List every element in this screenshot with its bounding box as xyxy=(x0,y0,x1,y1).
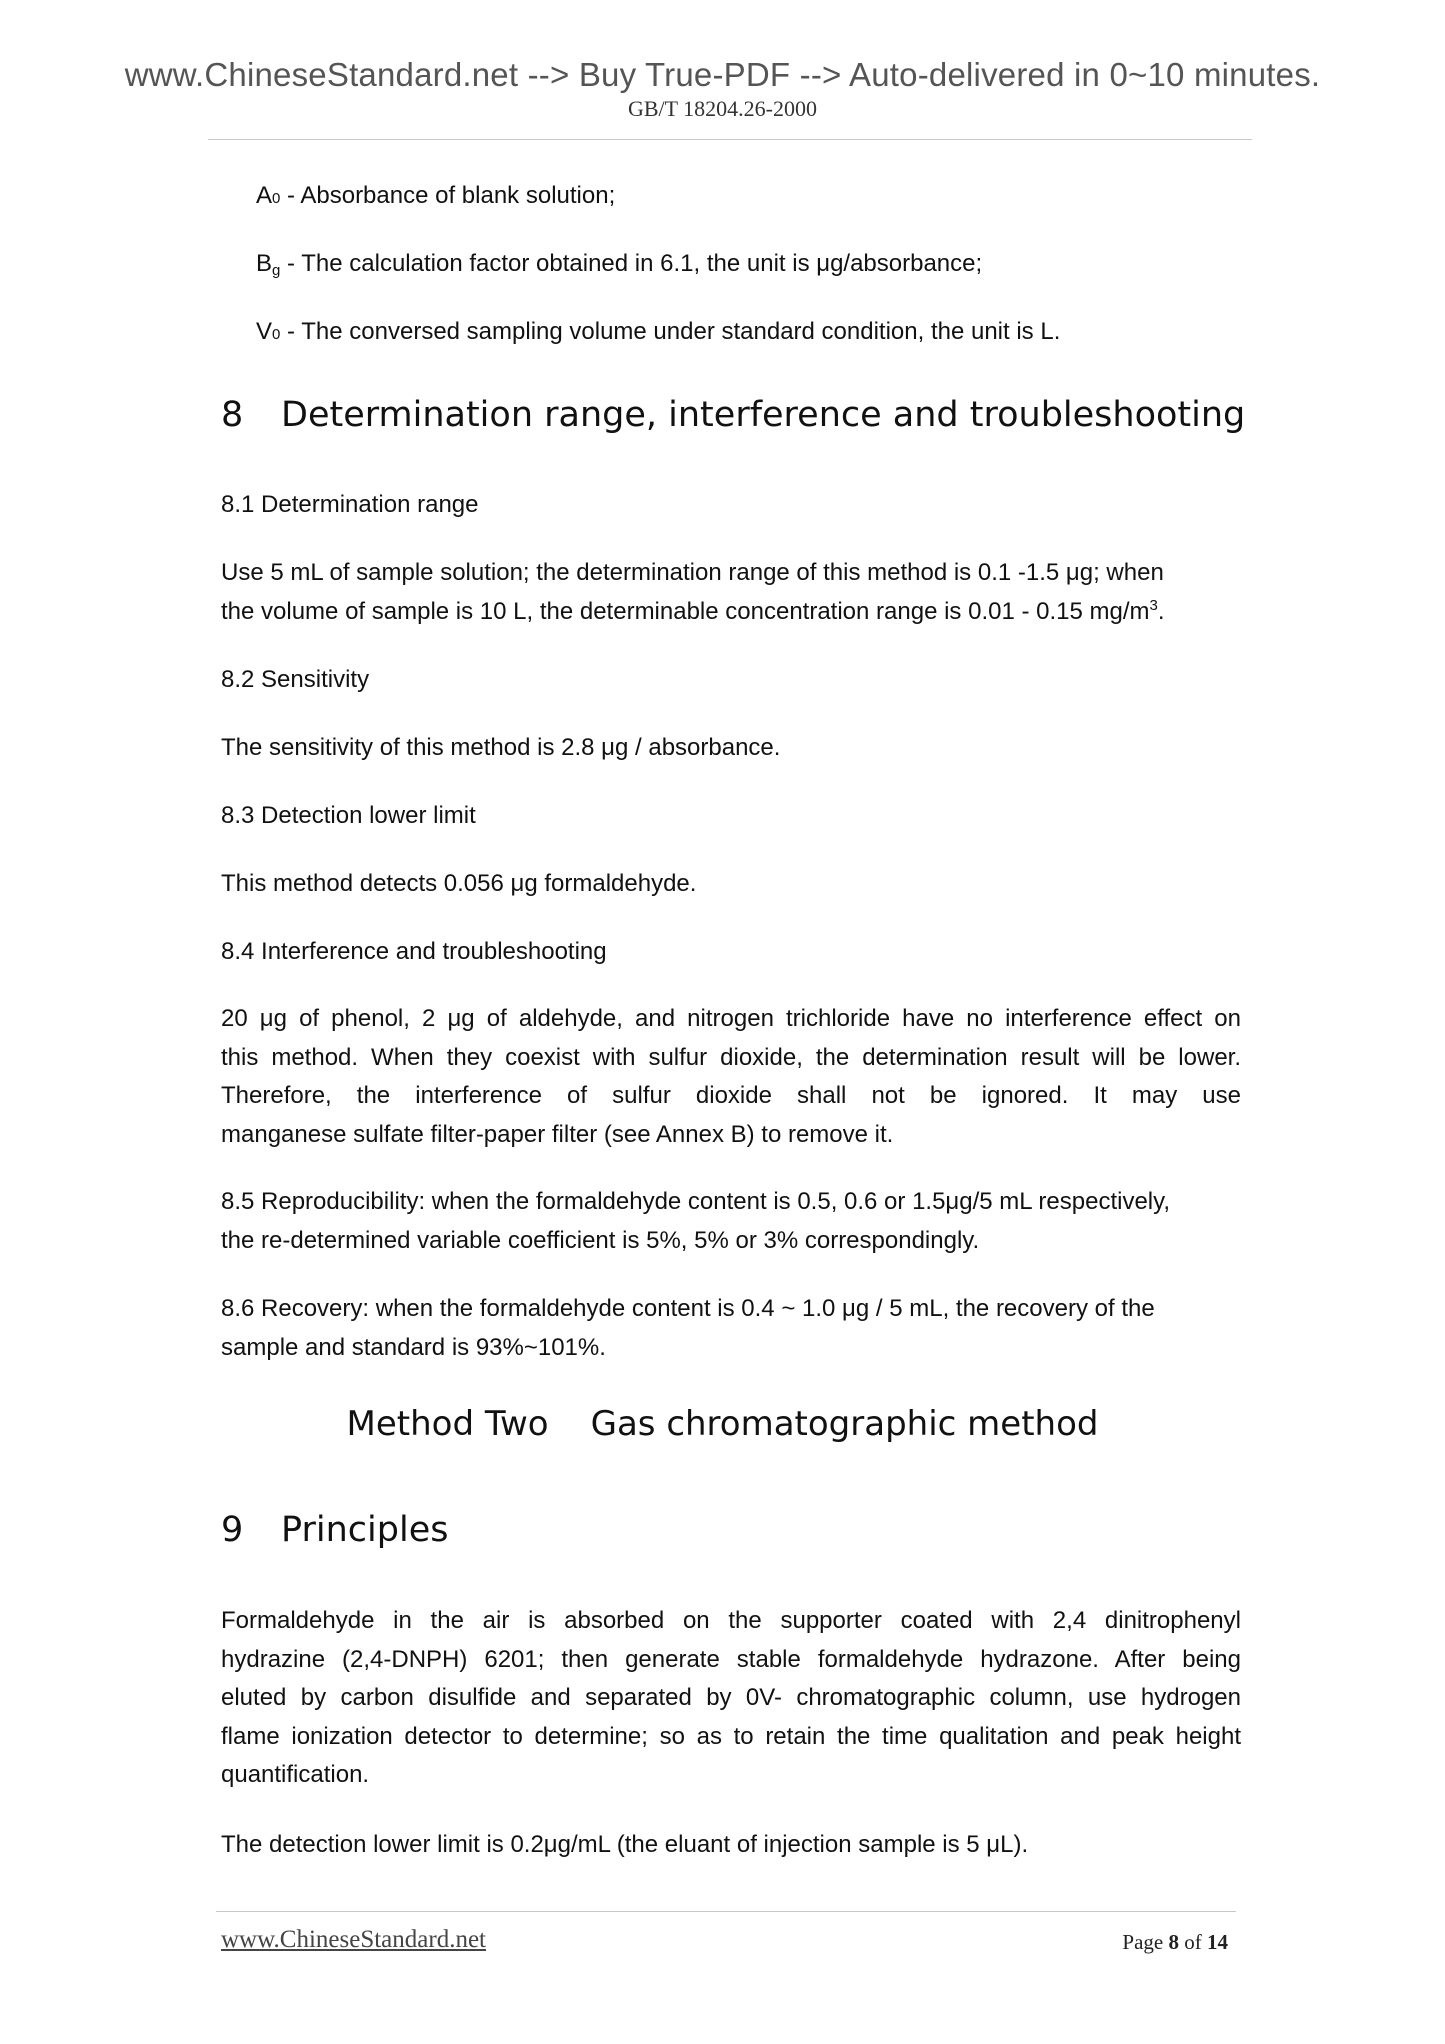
symbol-subscript: 0 xyxy=(272,190,281,207)
text-line: Formaldehyde in the air is absorbed on the supporter coated with 2,4 dinitrophenyl xyxy=(221,1607,1241,1634)
page-middle: of xyxy=(1179,1930,1207,1954)
text-line: flame ionization detector to determine; so as to retain the time qualitation and peak height xyxy=(221,1722,1241,1750)
subsection-8-2-text: The sensitivity of this method is 2.8 μg / absorbance. xyxy=(221,734,781,761)
text-line: 8.6 Recovery: when the formaldehyde content is 0.4 ~ 1.0 μg / 5 mL, the recovery of the xyxy=(221,1295,1155,1322)
symbol-subscript: 0 xyxy=(272,326,281,343)
definition-bg xyxy=(256,245,982,286)
subsection-8-4-title: 8.4 Interference and troubleshooting xyxy=(221,938,607,965)
text-line: this method. When they coexist with sulfur dioxide, the determination result will be lower. xyxy=(221,1043,1241,1071)
page-current: 8 xyxy=(1168,1930,1179,1954)
subsection-8-3-text: This method detects 0.056 μg formaldehyde. xyxy=(221,870,697,897)
method-label: Method Two xyxy=(346,1404,549,1444)
page-indicator xyxy=(1000,1930,1228,1955)
text-line: the re-determined variable coefficient is 5%, 5% or 3% correspondingly. xyxy=(221,1226,980,1254)
subsection-8-5-text xyxy=(221,1183,1241,1260)
definition-v0 xyxy=(256,313,1060,354)
footer-divider xyxy=(216,1911,1236,1912)
header-banner[interactable]: www.ChineseStandard.net --> Buy True-PDF --> Auto-delivered in 0~10 minutes. xyxy=(124,56,1321,93)
section-title: Determination range, interference and troubleshooting xyxy=(281,395,1246,435)
method-two-heading xyxy=(0,1404,1445,1444)
detection-limit-text: The detection lower limit is 0.2μg/mL (the eluant of injection sample is 5 μL). xyxy=(221,1831,1029,1858)
text-line: Use 5 mL of sample solution; the determination range of this method is 0.1 -1.5 μg; when xyxy=(221,559,1164,586)
definition-a0 xyxy=(256,177,615,218)
method-title: Gas chromatographic method xyxy=(590,1404,1099,1444)
text-line: 20 μg of phenol, 2 μg of aldehyde, and nitrogen trichloride have no interference effect on xyxy=(221,1005,1241,1032)
text-run: the volume of sample is 10 L, the determinable concentration range is 0.01 - 0.15 mg/m xyxy=(221,597,1150,625)
section-9-heading xyxy=(221,1510,448,1550)
section-title: Principles xyxy=(281,1510,449,1550)
subsection-8-1-text xyxy=(221,554,1241,634)
page-prefix: Page xyxy=(1122,1930,1169,1954)
subsection-8-3-title: 8.3 Detection lower limit xyxy=(221,802,476,829)
page-total: 14 xyxy=(1207,1930,1228,1954)
text-run: . xyxy=(1157,597,1165,625)
subsection-8-1-title: 8.1 Determination range xyxy=(221,491,479,518)
section-number: 8 xyxy=(221,395,244,435)
standard-id: GB/T 18204.26-2000 xyxy=(627,96,818,121)
text-line: quantification. xyxy=(221,1761,370,1788)
text-line xyxy=(221,593,1241,635)
text-line: manganese sulfate filter-paper filter (see Annex B) to remove it. xyxy=(221,1120,894,1148)
section-8-heading xyxy=(221,395,1245,435)
symbol: B xyxy=(256,250,273,277)
definition-text: - The calculation factor obtained in 6.1, the unit is μg/absorbance; xyxy=(280,250,983,277)
section-number: 9 xyxy=(221,1510,244,1550)
symbol-subscript: g xyxy=(272,262,281,279)
symbol: A xyxy=(256,182,273,209)
footer-link[interactable]: www.ChineseStandard.net xyxy=(221,1926,486,1953)
symbol: V xyxy=(256,318,273,345)
definition-text: - The conversed sampling volume under standard condition, the unit is L. xyxy=(280,318,1061,345)
definition-text: - Absorbance of blank solution; xyxy=(280,182,616,209)
text-line: 8.5 Reproducibility: when the formaldehyde content is 0.5, 0.6 or 1.5μg/5 mL respectively, xyxy=(221,1188,1171,1215)
text-line: Therefore, the interference of sulfur dioxide shall not be ignored. It may use xyxy=(221,1082,1241,1109)
subsection-8-6-text xyxy=(221,1290,1241,1367)
text-line: sample and standard is 93%~101%. xyxy=(221,1333,606,1361)
text-line: hydrazine (2,4-DNPH) 6201; then generate stable formaldehyde hydrazone. After being xyxy=(221,1645,1241,1673)
section-9-text xyxy=(221,1602,1241,1795)
superscript: 3 xyxy=(1149,596,1158,614)
text-line: eluted by carbon disulfide and separated by 0V- chromatographic column, use hydrogen xyxy=(221,1684,1241,1711)
subsection-8-4-text xyxy=(221,1000,1241,1154)
subsection-8-2-title: 8.2 Sensitivity xyxy=(221,666,370,693)
header-divider xyxy=(208,139,1252,140)
